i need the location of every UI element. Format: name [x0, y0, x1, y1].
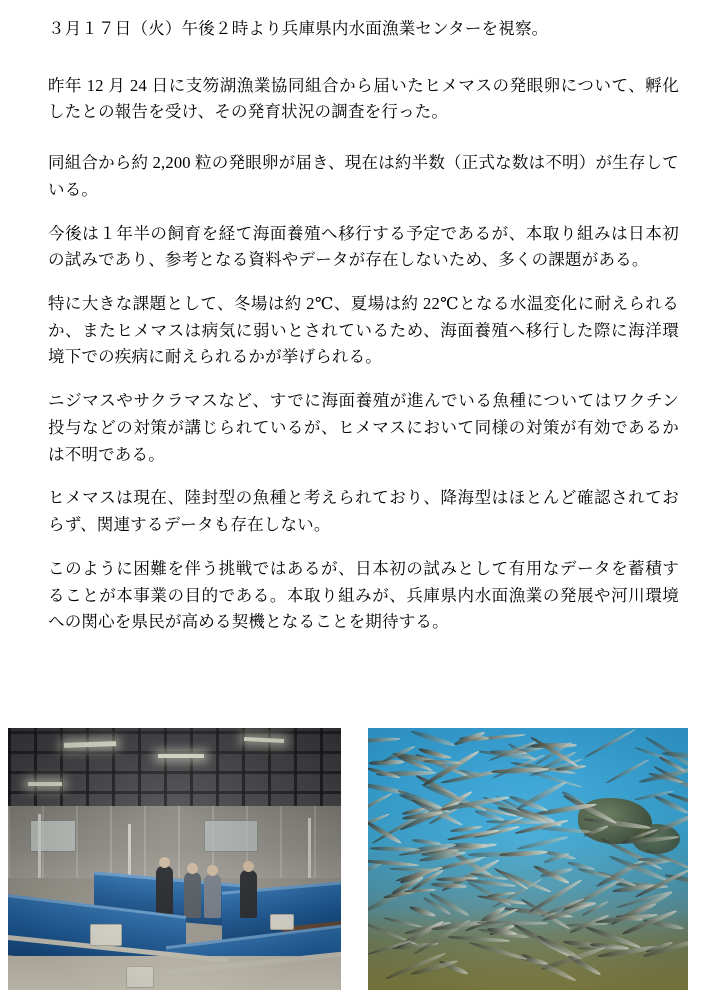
paragraph-6: ニジマスやサクラマスなど、すでに海面養殖が進んでいる魚種についてはワクチン投与などの対策が講じられているが、ヒメマスにおいて同様の対策が有効であるかは不明である。	[48, 391, 679, 464]
paragraph-1: ３月１７日（火）午後２時より兵庫県内水面漁業センターを視察。	[48, 19, 549, 38]
juvenile-fish-underwater-photo	[368, 728, 688, 990]
photo-grain	[8, 728, 341, 990]
hatchery-facility-photo	[8, 728, 341, 990]
paragraph-5: 特に大きな課題として、冬場は約 2℃、夏場は約 22℃となる水温変化に耐えられるか、またヒメマスは病気に弱いとされているため、海面養殖へ移行した際に海洋環境下での疾病に耐えられるかが挙げられる。	[48, 294, 679, 367]
paragraph-7: ヒメマスは現在、陸封型の魚種と考えられており、降海型はほとんど確認されておらず、関連するデータも存在しない。	[48, 488, 679, 535]
figure-row	[8, 728, 715, 1000]
photo-grain	[368, 728, 688, 990]
paragraph-8: このように困難を伴う挑戦ではあるが、日本初の試みとして有用なデータを蓄積することが本事業の目的である。本取り組みが、兵庫県内水面漁業の発展や河川環境への関心を県民が高める契機となることを期待する。	[48, 558, 679, 632]
paragraph-4: 今後は１年半の飼育を経て海面養殖へ移行する予定であるが、本取り組みは日本初の試みであり、参考となる資料やデータが存在しないため、多くの課題がある。	[48, 223, 679, 270]
paragraph-3: 同組合から約 2,200 粒の発眼卵が届き、現在は約半数（正式な数は不明）が生存している。	[48, 153, 679, 199]
paragraph-2: 昨年 12 月 24 日に支笏湖漁業協同組合から届いたヒメマスの発眼卵について、孵化したとの報告を受け、その発育状況の調査を行った。	[48, 75, 679, 122]
